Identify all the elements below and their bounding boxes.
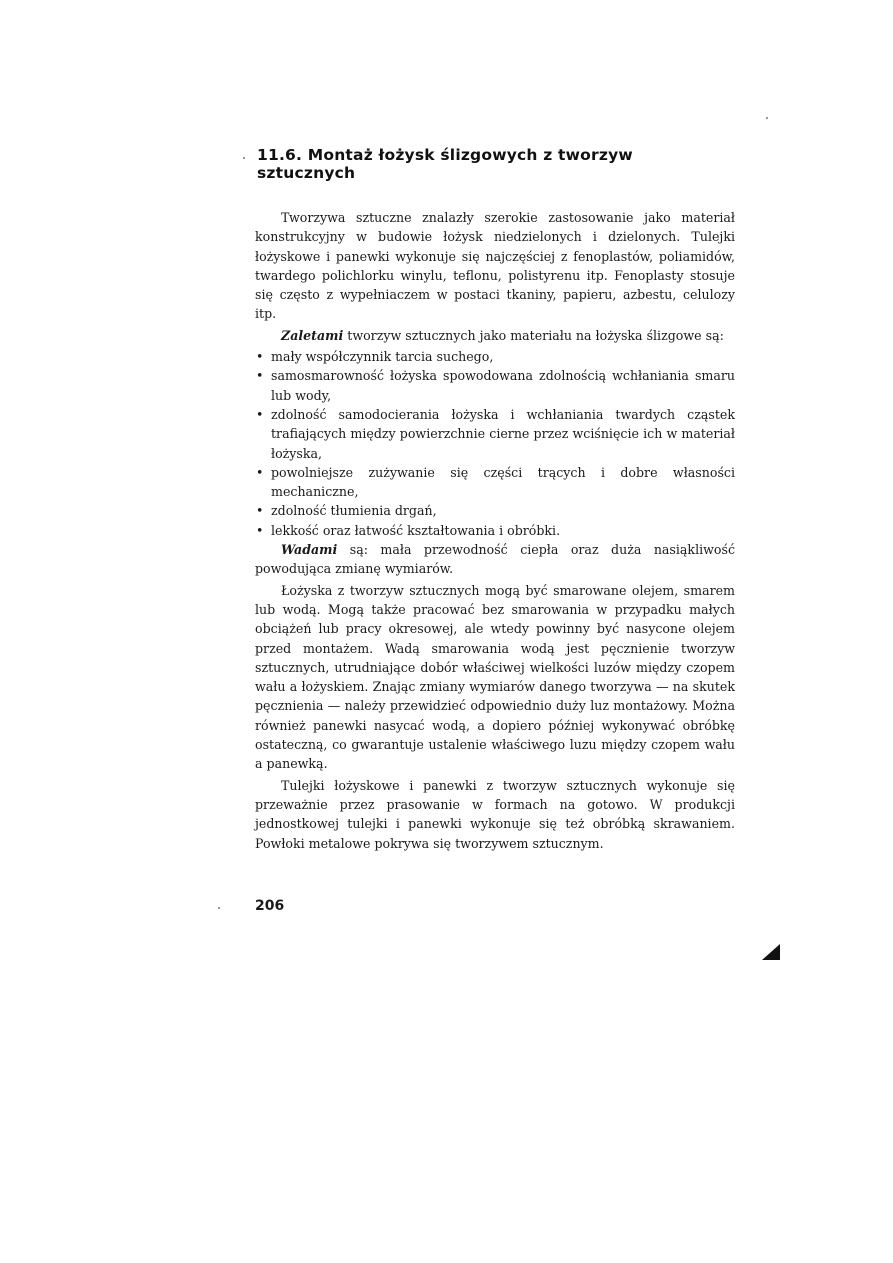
advantages-list — [255, 347, 735, 540]
list-item: • zdolność samodocierania łożyska i wchłaniania twardych cząstek trafiających między powierzchnie cierne przez wciśnięcie ich w materiał łożyska, — [255, 405, 735, 463]
scan-speck — [218, 907, 220, 909]
paragraph-advantages — [255, 326, 735, 345]
page-number: 206 — [255, 898, 285, 914]
paragraph-lubrication: Łożyska z tworzyw sztucznych mogą być smarowane olejem, smarem lub wodą. Mogą także pracować bez smarowania w przypadku małych obciążeń lub pracy okresowej, ale wtedy powinny być nasycone olejem przed montażem. Wadą smarowania wodą jest pęcznienie tworzyw sztucznych, utrudniające dobór właściwej wielkości luzów między czopem wału a łożyskiem. Znając zmiany wymiarów danego tworzywa — na skutek pęcznienia — należy przewidzieć odpowiednio duży luz montażowy. Można również panewki nasycać wodą, a dopiero później wykonywać obróbkę ostateczną, co gwarantuje ustalenie właściwego luzu między czopem wału a panewką. — [255, 582, 735, 772]
corner-triangle-icon — [762, 944, 780, 960]
section-heading: 11.6. Montaż łożysk ślizgowych z tworzyw sztucznych — [257, 146, 633, 182]
advantages-text: tworzyw sztucznych jako materiału na łożyska ślizgowe są: — [343, 327, 724, 343]
paragraph-manufacturing: Tulejki łożyskowe i panewki z tworzyw sztucznych wykonuje się przeważnie przez prasowanie w formach na gotowo. W produkcji jednostkowej tulejki i panewki wykonuje się też obróbką skrawaniem. Powłoki metalowe pokrywa się tworzywem sztucznym. — [255, 777, 735, 851]
disadvantages-text: są: mała przewodność ciepła oraz duża nasiąkliwość powodująca zmianę wymiarów. — [255, 542, 735, 577]
list-item: • mały współczynnik tarcia suchego, — [255, 347, 735, 366]
paragraph-intro: Tworzywa sztuczne znalazły szerokie zastosowanie jako materiał konstrukcyjny w budowie łożysk niedzielonych i dzielonych. Tulejki łożyskowe i panewki wykonuje się najczęściej z fenoplastów, poliamidów, twardego polichlorku winylu, teflonu, polistyrenu itp. Fenoplasty stosuje się często z wypełniaczem w postaci tkaniny, papieru, azbestu, celulozy itp. — [255, 210, 735, 322]
list-item: • powolniejsze zużywanie się części trących i dobre własności mechaniczne, — [255, 463, 735, 502]
document-page — [255, 140, 735, 855]
emphasis-advantages: Zaletami — [281, 327, 344, 343]
scan-speck — [766, 117, 768, 119]
list-item: • zdolność tłumienia drgań, — [255, 501, 735, 520]
body-text — [255, 208, 735, 853]
list-item: • samosmarowność łożyska spowodowana zdolnością wchłaniania smaru lub wody, — [255, 366, 735, 405]
emphasis-disadvantages: Wadami — [281, 542, 338, 558]
paragraph-disadvantages — [255, 540, 735, 579]
scan-speck — [243, 157, 245, 159]
list-item: • lekkość oraz łatwość kształtowania i obróbki. — [255, 521, 735, 540]
